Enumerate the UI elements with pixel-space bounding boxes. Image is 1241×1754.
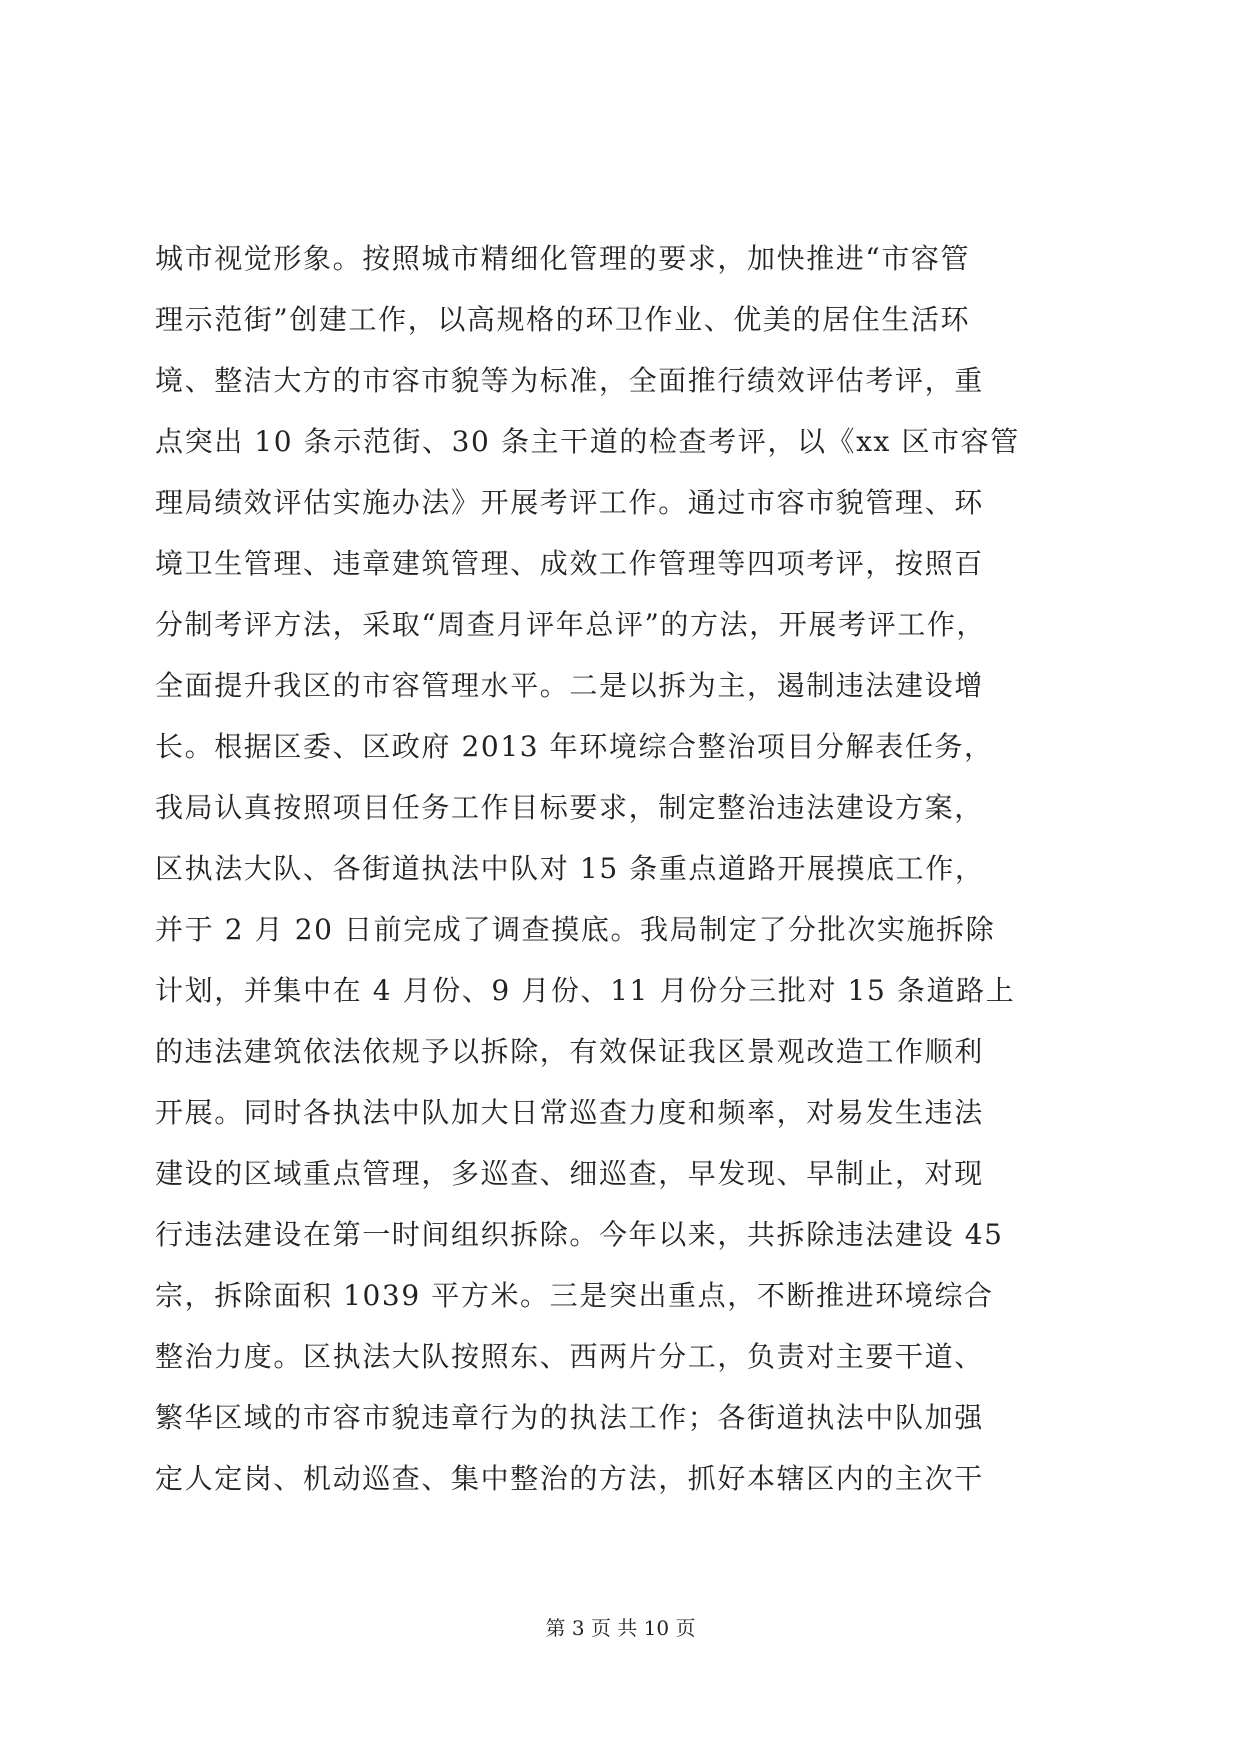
text-line: 我局认真按照项目任务工作目标要求，制定整治违法建设方案， [155,791,984,824]
text-line: 长。根据区委、区政府 2013 年环境综合整治项目分解表任务， [155,730,994,763]
text-line: 计划，并集中在 4 月份、9 月份、11 月份分三批对 15 条道路上 [155,974,1016,1007]
text-line: 的违法建筑依法依规予以拆除，有效保证我区景观改造工作顺利 [155,1035,984,1068]
text-line: 定人定岗、机动巡查、集中整治的方法，抓好本辖区内的主次干 [155,1462,984,1495]
text-line: 城市视觉形象。按照城市精细化管理的要求，加快推进“市容管 [155,242,971,275]
text-line: 境卫生管理、违章建筑管理、成效工作管理等四项考评，按照百 [155,547,984,580]
text-line: 宗，拆除面积 1039 平方米。三是突出重点，不断推进环境综合 [155,1279,994,1312]
text-line: 并于 2 月 20 日前完成了调查摸底。我局制定了分批次实施拆除 [155,913,996,946]
text-line: 整治力度。区执法大队按照东、西两片分工，负责对主要干道、 [155,1340,984,1373]
text-line: 繁华区域的市容市貌违章行为的执法工作；各街道执法中队加强 [155,1401,984,1434]
text-line: 点突出 10 条示范街、30 条主干道的检查考评，以《xx 区市容管 [155,425,1020,458]
text-line: 全面提升我区的市容管理水平。二是以拆为主，遏制违法建设增 [155,669,984,702]
page-number: 第 3 页 共 10 页 [545,1616,696,1640]
text-line: 区执法大队、各街道执法中队对 15 条重点道路开展摸底工作， [155,852,985,885]
text-line: 分制考评方法，采取“周查月评年总评”的方法，开展考评工作， [155,608,987,641]
text-line: 理示范街”创建工作，以高规格的环卫作业、优美的居住生活环 [155,303,971,336]
text-line: 行违法建设在第一时间组织拆除。今年以来，共拆除违法建设 45 [155,1218,1004,1251]
text-line: 理局绩效评估实施办法》开展考评工作。通过市容市貌管理、环 [155,486,984,519]
body-text [155,228,1095,1509]
text-line: 境、整洁大方的市容市貌等为标准，全面推行绩效评估考评，重 [155,364,984,397]
text-line: 建设的区域重点管理，多巡查、细巡查，早发现、早制止，对现 [155,1157,984,1190]
text-line: 开展。同时各执法中队加大日常巡查力度和频率，对易发生违法 [155,1096,984,1129]
